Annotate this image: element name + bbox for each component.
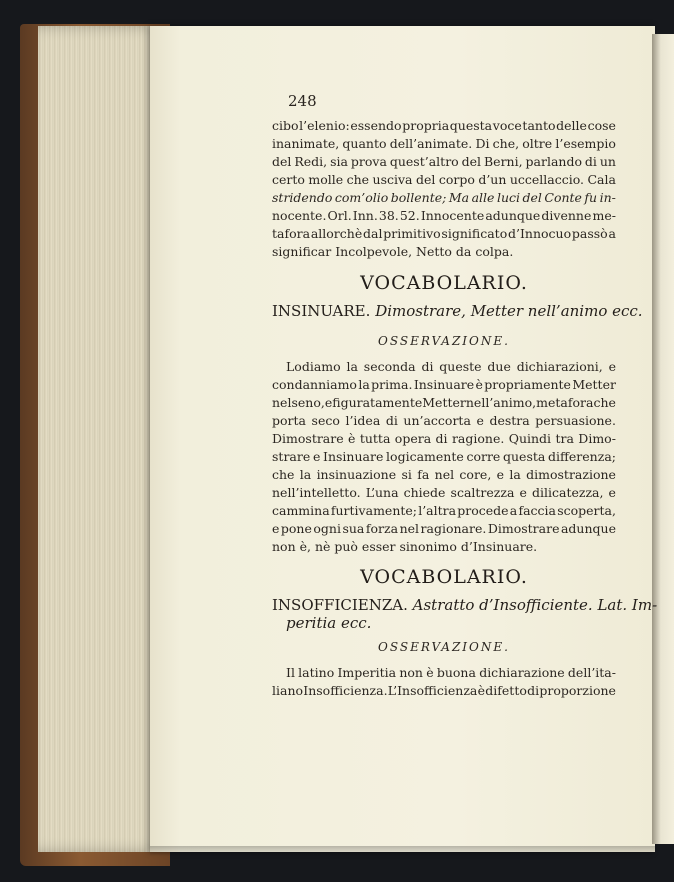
text-line: cibo l’elenio: essendo propria questa voce tanto delle cose — [272, 118, 616, 133]
text-line: e pone ogni sua forza nel ragionare. Dimostrare adunque — [272, 521, 616, 536]
entry-definition: Dimostrare, Metter nell’animo ecc. — [375, 302, 643, 320]
entry-headword — [272, 302, 643, 320]
page-shadow — [150, 846, 655, 856]
page-edges — [38, 26, 164, 852]
text-line: Lodiamo la seconda di queste due dichiarazioni, e — [286, 359, 616, 374]
text-line: nell’intelletto. L’una chiede scaltrezza e dilicatezza, e — [272, 485, 616, 500]
text-line: condanniamo la prima. Insinuare è propriamente Metter — [272, 377, 616, 392]
text-line: certo molle che usciva del corpo d’un uccellaccio. Cala — [272, 172, 616, 187]
text-line: che la insinuazione si fa nel core, e la dimostrazione — [272, 467, 616, 482]
text-line: liano Insofficienza. L’Insofficienza è difetto di proporzione — [272, 683, 616, 698]
text-line: stridendo com’olio bollente; Ma alle luci del Conte fu in- — [272, 190, 616, 205]
text-line: significar Incolpevole, Netto da colpa. — [272, 244, 514, 259]
entry-headword — [272, 596, 658, 614]
entry-word: INSOFFICIENZA. — [272, 596, 408, 614]
text-line: Dimostrare è tutta opera di ragione. Quindi tra Dimo- — [272, 431, 616, 446]
text-line: strare e Insinuare logicamente corre questa differenza; — [272, 449, 616, 464]
text-line: Il latino Imperitia non è buona dichiarazione dell’ita- — [286, 665, 616, 680]
observation-label: OSSERVAZIONE. — [378, 334, 510, 348]
text-line: inanimate, quanto dell’animate. Di che, oltre l’esempio — [272, 136, 616, 151]
section-heading: VOCABOLARIO. — [360, 272, 528, 294]
text-line: tafora allorchè dal primitivo significato d’Innocuo passò a — [272, 226, 616, 241]
observation-label: OSSERVAZIONE. — [378, 640, 510, 654]
text-line: del Redi, sia prova quest’altro del Berni, parlando di un — [272, 154, 616, 169]
text-line: nocente. Orl. Inn. 38. 52. Innocente adunque divenne me- — [272, 208, 616, 223]
text-line: porta seco l’idea di un’accorta e destra persuasione. — [272, 413, 616, 428]
text-line: nel seno, e figuratamente Metter nell’animo, metafora che — [272, 395, 616, 410]
text-line: cammina furtivamente; l’altra procede a faccia scoperta, — [272, 503, 616, 518]
section-heading: VOCABOLARIO. — [360, 566, 528, 588]
page-number: 248 — [288, 92, 317, 110]
entry-word: INSINUARE. — [272, 302, 371, 320]
facing-page-edge — [652, 34, 674, 844]
entry-definition: Astratto d’Insofficiente. Lat. Im- — [412, 596, 658, 614]
entry-definition-continued: peritia ecc. — [286, 614, 372, 632]
text-line: non è, nè può esser sinonimo d’Insinuare. — [272, 539, 538, 554]
